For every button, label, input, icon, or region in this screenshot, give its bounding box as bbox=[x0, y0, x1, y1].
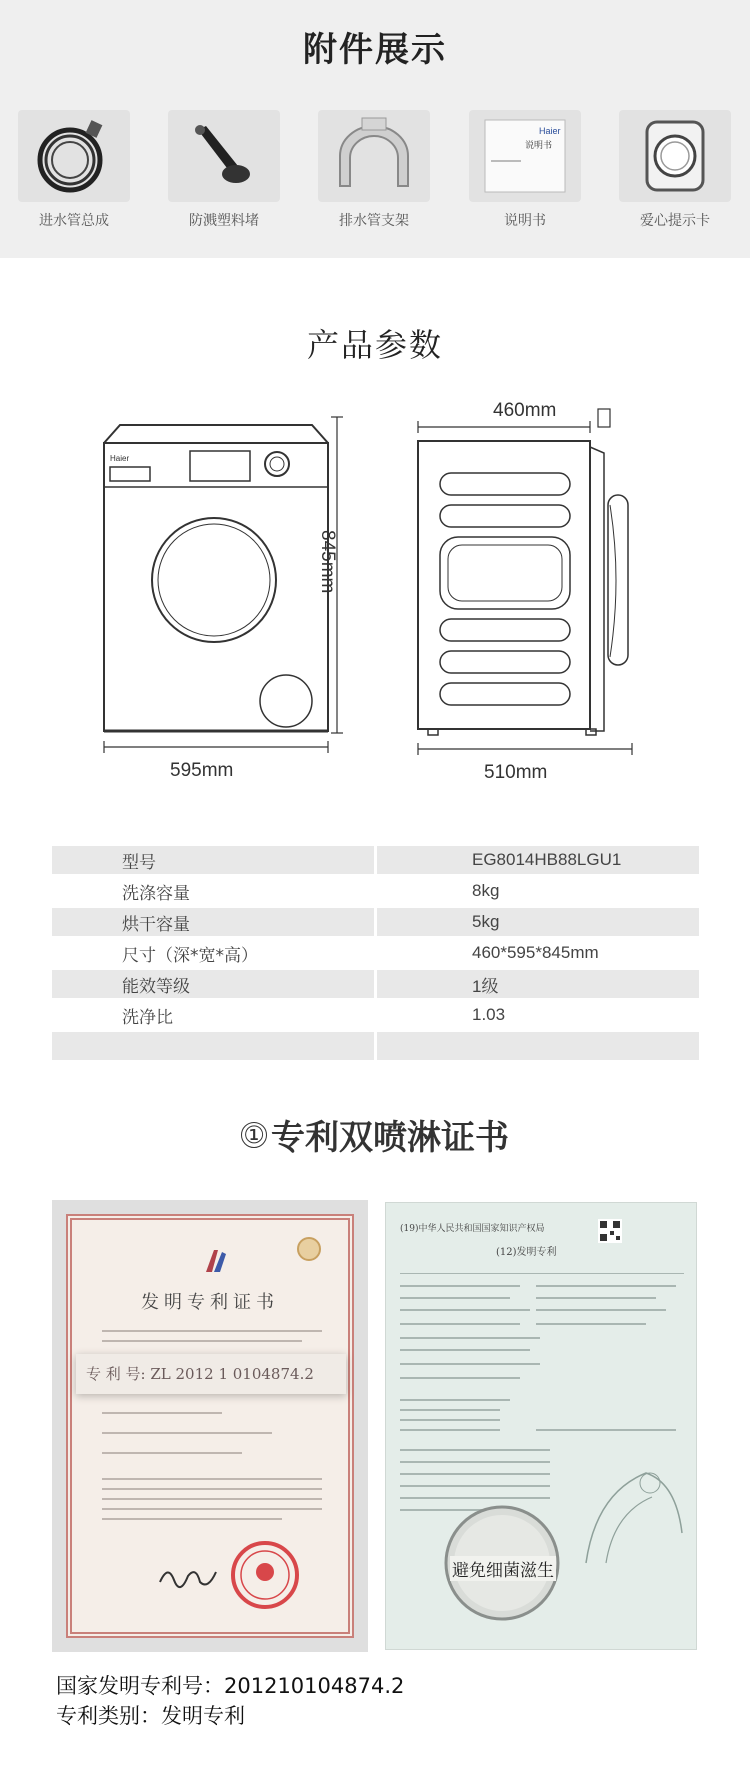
spec-value: EG8014HB88LGU1 bbox=[377, 846, 699, 874]
spec-value bbox=[377, 1032, 699, 1060]
magnified-text: 避免细菌滋生 bbox=[450, 1556, 556, 1581]
spec-key: 尺寸（深*宽*高） bbox=[122, 945, 258, 966]
spec-row bbox=[52, 1032, 699, 1060]
spec-key: 能效等级 bbox=[52, 970, 374, 998]
spec-table bbox=[52, 843, 699, 1063]
patent-number-text: 国家发明专利号：201210104874.2 bbox=[56, 1674, 405, 1698]
splash-plug-icon bbox=[168, 110, 280, 202]
spec-key: 烘干容量 bbox=[52, 908, 374, 936]
spec-key: 洗净比 bbox=[122, 1007, 173, 1028]
certificate-patent-line: 专 利 号: ZL 2012 1 0104874.2 bbox=[86, 1365, 314, 1383]
spec-value: 5kg bbox=[377, 908, 699, 936]
depth2-label: 510mm bbox=[484, 762, 548, 783]
depth2-dimension-line bbox=[418, 743, 632, 755]
certificate-heading: 发明专利证书 bbox=[141, 1292, 279, 1313]
spec-row bbox=[52, 877, 699, 905]
accessory-label: 说明书 bbox=[504, 213, 546, 229]
width-dimension-line bbox=[104, 741, 328, 753]
accessory-item bbox=[469, 110, 581, 230]
spec-row bbox=[52, 908, 699, 936]
spec-key: 型号 bbox=[52, 846, 374, 874]
patent-number-badge: ① bbox=[241, 1122, 267, 1148]
patent-drawing-icon bbox=[566, 1453, 686, 1573]
accessory-image-box bbox=[619, 110, 731, 202]
spec-key bbox=[52, 1032, 374, 1060]
accessory-image-box bbox=[168, 110, 280, 202]
spec-key: 洗涤容量 bbox=[122, 883, 190, 904]
inlet-hose-icon bbox=[18, 110, 130, 202]
cert-right-header: (19)中华人民共和国国家知识产权局 bbox=[400, 1224, 545, 1234]
manual-icon bbox=[469, 110, 581, 202]
accessory-image-box bbox=[469, 110, 581, 202]
accessory-item bbox=[619, 110, 731, 230]
red-seal-icon bbox=[230, 1540, 300, 1610]
patent-certificate-right bbox=[385, 1202, 697, 1650]
accessory-label: 防溅塑料堵 bbox=[189, 213, 259, 229]
accessory-image-box bbox=[318, 110, 430, 202]
spec-value: 1级 bbox=[377, 970, 699, 998]
spec-row bbox=[52, 1001, 699, 1029]
accessory-item bbox=[168, 110, 280, 230]
gold-seal-icon bbox=[296, 1236, 322, 1262]
patent-certificate-left bbox=[52, 1200, 368, 1652]
spec-row bbox=[52, 970, 699, 998]
accessory-item bbox=[318, 110, 430, 230]
spec-value: 8kg bbox=[472, 881, 500, 900]
spec-value: 1.03 bbox=[472, 1005, 506, 1024]
patent-type-text: 专利类别：发明专利 bbox=[56, 1704, 245, 1728]
cert-right-subheader: (12)发明专利 bbox=[496, 1247, 557, 1258]
front-view bbox=[104, 425, 328, 731]
drain-bracket-icon bbox=[318, 110, 430, 202]
accessory-label: 进水管总成 bbox=[39, 213, 109, 229]
depth-dimension-line bbox=[418, 421, 590, 433]
accessory-label: 排水管支架 bbox=[339, 213, 409, 229]
spec-row bbox=[52, 939, 699, 967]
depth-label: 460mm bbox=[493, 400, 557, 421]
qr-code-icon bbox=[598, 1219, 622, 1243]
diagram-brand: Haier bbox=[110, 454, 130, 463]
width-label: 595mm bbox=[170, 760, 234, 781]
spec-row bbox=[52, 846, 699, 874]
side-view bbox=[418, 409, 628, 735]
patent-office-emblem-icon bbox=[200, 1246, 230, 1276]
accessory-item bbox=[18, 110, 130, 230]
manual-text: 说明书 bbox=[525, 141, 553, 151]
patent-number-highlight bbox=[76, 1354, 346, 1394]
accessory-image-box bbox=[18, 110, 130, 202]
patent-title bbox=[0, 1110, 750, 1159]
accessory-label: 爱心提示卡 bbox=[640, 213, 710, 229]
certificate-paper bbox=[66, 1214, 354, 1638]
accessories-section bbox=[0, 0, 750, 258]
signature-icon bbox=[156, 1562, 226, 1592]
patent-title-text: 专利双喷淋证书 bbox=[271, 1118, 509, 1158]
spec-value: 460*595*845mm bbox=[472, 943, 599, 962]
params-title: 产品参数 bbox=[306, 326, 443, 364]
manual-brand: Haier bbox=[539, 126, 561, 136]
product-dimension-diagram bbox=[0, 395, 750, 785]
height-label: 845mm bbox=[317, 530, 338, 594]
care-card-icon bbox=[619, 110, 731, 202]
accessories-title: 附件展示 bbox=[303, 30, 447, 70]
